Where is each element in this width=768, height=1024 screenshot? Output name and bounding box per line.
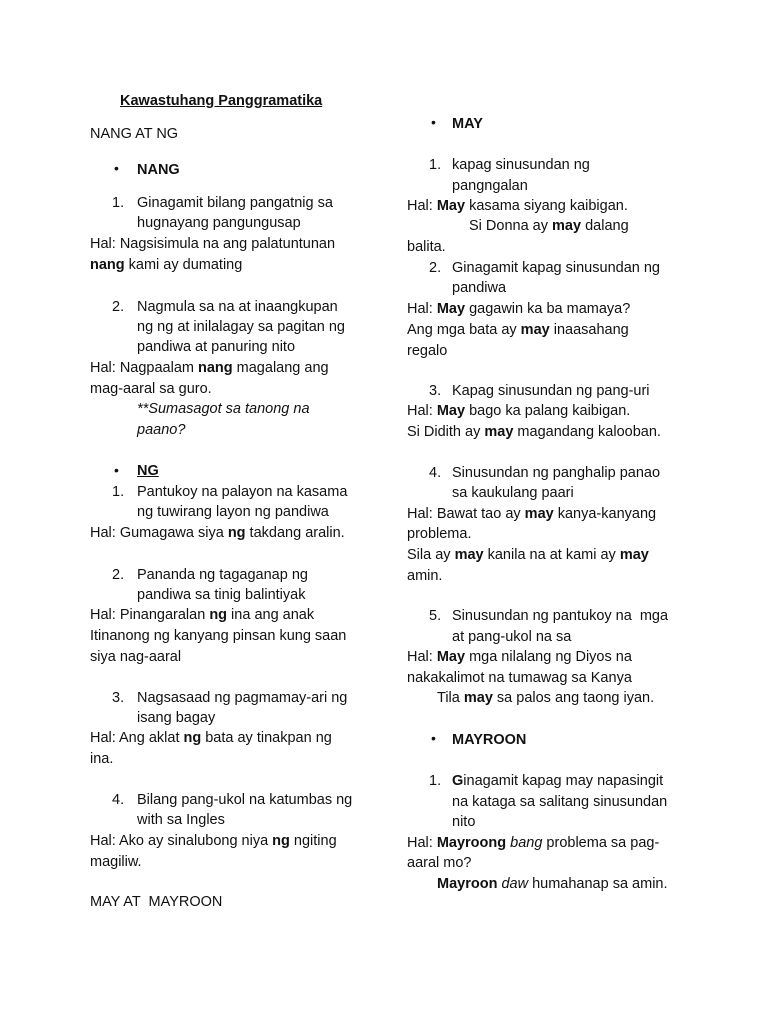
may-label: MAY [452,116,483,132]
example-text: magalang ang [232,360,329,376]
example-text: Hal: [407,649,437,665]
list-item-text: Sinusundan ng pantukoy na mga [452,608,669,624]
example-line [407,834,659,852]
nang-label: NANG [137,162,180,178]
example-line: amin. [407,568,443,584]
example-text: Hal: [407,301,437,317]
example-line: problema. [407,526,472,542]
example-line [407,423,661,441]
keyword: Mayroon [437,876,498,892]
list-number: 1. [429,773,442,789]
example-line: regalo [407,343,448,359]
example-line [469,217,629,235]
example-text: inaasahang [549,322,629,338]
example-text: ina ang anak [227,607,315,623]
example-text: inagamit kapag may napasingit [463,773,664,789]
example-text: Hal: Pinangaralan [90,607,210,623]
example-line [437,689,654,707]
list-item-text: with sa Ingles [137,812,225,828]
ng-label: NG [137,463,159,479]
section-heading-may-at-mayroon: MAY AT MAYROON [90,894,223,910]
example-line: Hal: Nagsisimula na ang palatuntunan [90,236,336,252]
example-line [407,321,629,339]
example-text: daw [497,876,529,892]
example-line [407,402,630,420]
list-number: 2. [112,299,125,315]
example-line: Itinanong ng kanyang pinsan kung saan [90,628,347,644]
example-text: takdang aralin. [245,525,345,541]
keyword: ng [183,730,202,746]
example-line: siya nag-aaral [90,649,182,665]
keyword: may [454,547,484,563]
bullet-icon: • [431,114,436,130]
example-line [407,648,632,666]
example-text: Hal: [407,198,437,214]
list-number: 3. [112,690,125,706]
keyword: May [436,198,466,214]
example-text: kanya-kanyang [553,506,657,522]
example-text: magandang kalooban. [513,424,661,440]
example-line: aaral mo? [407,855,472,871]
list-item-text: sa kaukulang paari [452,485,574,501]
example-text: dalang [581,218,629,234]
example-line: mag-aaral sa guro. [90,381,212,397]
bullet-icon: • [114,160,119,176]
example-text: Ang mga bata ay [407,322,521,338]
list-item-text: hugnayang pangungusap [137,215,301,231]
example-text: bago ka palang kaibigan. [465,403,631,419]
list-number: 1. [112,484,125,500]
section-heading-nang-at-ng: NANG AT NG [90,126,179,142]
keyword: May [436,649,466,665]
keyword: may [619,547,649,563]
list-item-text: pangngalan [452,178,528,194]
example-text: mga nilalang ng Diyos na [465,649,632,665]
example-line [407,505,656,523]
list-item-text: ng ng at inilalagay sa pagitan ng [137,319,345,335]
example-line [407,300,630,318]
keyword: May [436,301,466,317]
document-title: Kawastuhang Panggramatika [120,93,323,109]
example-text: bang [506,835,543,851]
keyword: may [484,424,514,440]
example-text: Si Didith ay [407,424,485,440]
list-item-text: Sinusundan ng panghalip panao [452,465,661,481]
example-text: humahanap sa amin. [528,876,668,892]
example-text: problema sa pag- [542,835,660,851]
list-number: 2. [112,567,125,583]
list-number: 5. [429,608,442,624]
list-item-text: Pananda ng tagaganap ng [137,567,308,583]
keyword: nang [90,257,125,273]
list-number: 1. [429,157,442,173]
list-item-text: pandiwa sa tinig balintiyak [137,587,306,603]
example-line [90,359,329,377]
example-text: Hal: Ako ay sinalubong niya [90,833,273,849]
example-text: Tila [437,690,464,706]
example-line: nakakalimot na tumawag sa Kanya [407,670,632,686]
list-item-text [452,772,663,790]
bullet-icon: • [114,462,119,478]
example-line [407,546,649,564]
example-text: ngiting [289,833,337,849]
example-text: kami ay dumating [124,257,243,273]
example-text: Hal: Ang aklat [90,730,184,746]
keyword: G [452,773,464,789]
keyword: ng [227,525,246,541]
list-item-text: Pantukoy na palayon na kasama [137,484,348,500]
list-number: 1. [112,195,125,211]
example-line [90,524,345,542]
example-text: Si Donna ay [469,218,553,234]
list-item-text: pandiwa [452,280,507,296]
list-item-text: Nagmula sa na at inaangkupan [137,299,338,315]
example-line [90,606,314,624]
list-item-text: at pang-ukol na sa [452,629,572,645]
example-text: Sila ay [407,547,455,563]
list-item-text: nito [452,814,476,830]
keyword: may [463,690,493,706]
list-number: 3. [429,383,442,399]
keyword: may [520,322,550,338]
example-text: Hal: Gumagawa siya [90,525,228,541]
bullet-icon: • [431,730,436,746]
keyword: may [524,506,554,522]
list-item-text: Kapag sinusundan ng pang-uri [452,383,650,399]
list-item-text: Bilang pang-ukol na katumbas ng [137,792,353,808]
example-text: kasama siyang kaibigan. [465,198,628,214]
example-line [437,875,668,893]
mayroon-label: MAYROON [452,732,527,748]
list-number: 4. [112,792,125,808]
example-text: gagawin ka ba mamaya? [465,301,631,317]
keyword: nang [198,360,233,376]
keyword: ng [209,607,228,623]
example-text: Hal: Nagpaalam [90,360,198,376]
example-line [90,832,337,850]
example-text: Hal: [407,403,437,419]
list-item-text: Nagsasaad ng pagmamay-ari ng [137,690,348,706]
example-line [90,256,242,274]
example-text: Hal: [407,835,437,851]
example-line [90,729,332,747]
note-text: **Sumasagot sa tanong na [137,401,310,417]
example-text: bata ay tinakpan ng [201,730,332,746]
example-text: sa palos ang taong iyan. [492,690,655,706]
example-line: balita. [407,239,446,255]
note-text: paano? [137,422,186,438]
list-item-text: Ginagamit kapag sinusundan ng [452,260,660,276]
keyword: may [552,218,582,234]
list-item-text: na kataga sa salitang sinusundan [452,794,668,810]
example-text: kanila na at kami ay [483,547,620,563]
keyword: Mayroong [436,835,507,851]
list-item-text: kapag sinusundan ng [452,157,590,173]
example-line: ina. [90,751,114,767]
list-item-text: Ginagamit bilang pangatnig sa [137,195,333,211]
list-item-text: pandiwa at panuring nito [137,339,296,355]
example-text: Hal: Bawat tao ay [407,506,525,522]
example-line: magiliw. [90,854,142,870]
keyword: ng [272,833,290,849]
keyword: May [436,403,466,419]
list-number: 2. [429,260,442,276]
list-number: 4. [429,465,442,481]
list-item-text: isang bagay [137,710,216,726]
example-line [407,197,628,215]
list-item-text: ng tuwirang layon ng pandiwa [137,504,329,520]
